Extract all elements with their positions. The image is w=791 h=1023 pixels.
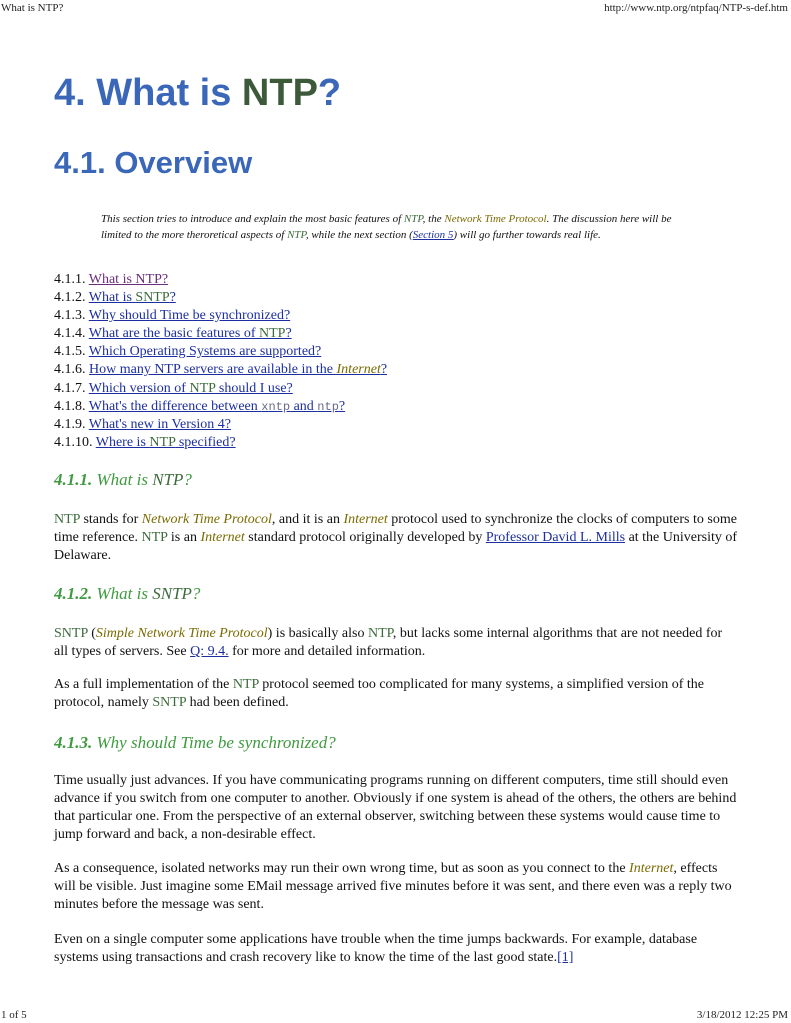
toc-link-text: ? (338, 398, 346, 414)
section-title: What is (92, 470, 153, 489)
toc-link-text: Which version of (88, 380, 190, 396)
intro-text: , the (422, 213, 445, 225)
paragraph-text: , but lacks some internal algorithms that are not needed for all types of servers. See (54, 626, 723, 659)
toc-link-what-is-sntp[interactable] (89, 290, 176, 305)
faq-9-4-link[interactable]: Q: 9.4. (190, 644, 229, 659)
toc-number: 4.1.5. (54, 344, 86, 360)
paragraph-text: As a full implementation of the (54, 677, 233, 692)
table-of-contents (54, 271, 694, 452)
professor-mills-link[interactable]: Professor David L. Mills (485, 530, 626, 545)
toc-number: 4.1.2. (54, 290, 86, 306)
toc-link-text: Where is (95, 434, 150, 450)
section-title: What is (92, 584, 153, 603)
toc-link-basic-features[interactable] (89, 326, 292, 341)
toc-link-what-is-ntp[interactable] (89, 272, 168, 287)
toc-link-text: NTP (149, 434, 176, 450)
toc-link-text: NTP (259, 326, 286, 342)
paragraph-text: , effects will be visible. Just imagine some EMail message arrived five minutes before it was sent, and there even was a reply two minutes before the message was sent. (54, 861, 732, 912)
toc-link-operating-systems[interactable]: Which Operating Systems are supported? (88, 344, 322, 360)
paragraph (54, 625, 739, 661)
term: Internet (343, 512, 388, 527)
toc-number: 4.1.1. (54, 272, 86, 287)
paragraph-text: As a consequence, isolated networks may run their own wrong time, but as soon as you connect to the (54, 861, 630, 876)
intro-text: ) will go further towards real life. (453, 228, 601, 241)
toc-link-text: ? (285, 326, 292, 342)
section-heading-what-is-ntp (54, 470, 192, 490)
toc-number: 4.1.8. (54, 398, 86, 414)
toc-item (54, 307, 694, 325)
paragraph (54, 676, 739, 712)
ntp-term: NTP (54, 512, 80, 527)
toc-link-text: Internet (336, 362, 381, 378)
toc-item (54, 361, 694, 379)
toc-item (54, 434, 694, 452)
intro-ntp: NTP (403, 213, 423, 225)
toc-link-text: What are the basic features of (88, 326, 259, 342)
toc-link-text: and (290, 398, 318, 414)
toc-link-text: ? (169, 290, 176, 306)
overview-heading: 4.1. Overview (54, 145, 253, 180)
sntp-term: SNTP (54, 626, 88, 641)
section-number: 4.1.2. (54, 584, 93, 603)
print-footer (0, 1007, 791, 1023)
toc-link-text: should I use? (215, 380, 293, 396)
section-5-link[interactable]: Section 5 (412, 228, 454, 241)
toc-item (54, 416, 694, 434)
toc-item (54, 325, 694, 343)
toc-link-text: ? (380, 362, 388, 378)
toc-link-text: NTP (189, 380, 216, 396)
ntp-term: NTP (232, 677, 259, 692)
header-url: http://www.ntp.org/ntpfaq/NTP-s-def.htm (604, 2, 788, 14)
page-title-text: 4. What is (54, 72, 242, 114)
page-title-ntp: NTP (241, 72, 318, 114)
toc-number: 4.1.9. (54, 416, 86, 432)
page-counter: 1 of 5 (1, 1009, 27, 1021)
paragraph-text: protocol used to synchronize the clocks of computers to some time reference. (54, 512, 737, 545)
footnote-1-link[interactable]: [1] (557, 950, 574, 965)
toc-link-text: NTP (135, 272, 162, 287)
toc-number: 4.1.3. (54, 308, 86, 324)
section-title-qmark: ? (183, 470, 192, 489)
toc-number: 4.1.6. (54, 362, 86, 378)
toc-number: 4.1.4. (54, 326, 86, 342)
paragraph: Time usually just advances. If you have communicating programs running on different computers, time still should even advance if you switch from one computer to another. Obviously if one system is ahead of the others, the others are behind that particular one. From the perspective of an external observer, switching between these systems would cause time to jump forward and back, a non-desirable effect. (54, 773, 737, 842)
section-heading-why-synchronized (54, 733, 336, 753)
toc-link-code: xntp (261, 399, 291, 414)
toc-item (54, 289, 694, 307)
section-number: 4.1.3. (54, 733, 93, 752)
intro-paragraph (101, 212, 681, 243)
paragraph-text: at the University of Delaware. (54, 530, 738, 563)
paragraph-text: ( (87, 626, 96, 641)
intro-term: Network Time Protocol (444, 213, 547, 225)
paragraph-text: stands for (79, 512, 142, 527)
toc-link-text: How many NTP servers are available in the (89, 362, 337, 378)
section-number: 4.1.1. (54, 470, 93, 489)
toc-item (54, 398, 694, 416)
section-title-ntp: NTP (152, 470, 184, 489)
toc-link-text: ? (161, 272, 169, 287)
toc-link-text: What is (88, 272, 136, 287)
header-title: What is NTP? (1, 2, 64, 14)
term: Internet (629, 861, 674, 876)
toc-item (54, 343, 694, 361)
paragraph-text: is an (167, 530, 201, 545)
ntp-term: NTP (141, 530, 168, 545)
paragraph (54, 860, 739, 914)
paragraph-text: had been defined. (186, 695, 289, 710)
section-title-qmark: ? (191, 584, 201, 603)
print-datetime: 3/18/2012 12:25 PM (696, 1009, 788, 1021)
toc-link-how-many-servers[interactable] (89, 362, 387, 377)
intro-text: . The discussion here will be limited to the more theroretical aspects of (101, 213, 672, 241)
toc-link-why-synchronized[interactable]: Why should Time be synchronized? (88, 308, 291, 324)
sntp-term: SNTP (152, 695, 187, 710)
ntp-term: NTP (367, 626, 393, 641)
paragraph-text: protocol seemed too complicated for many systems, a simplified version of the protocol, namely (54, 677, 704, 710)
toc-link-text: specified? (175, 434, 236, 450)
intro-text: , while the next section ( (305, 228, 413, 241)
page-title (54, 72, 341, 115)
toc-number: 4.1.10. (54, 434, 93, 450)
toc-link-version-4[interactable]: What's new in Version 4? (88, 416, 231, 432)
paragraph-text: ) is basically also (267, 626, 368, 641)
toc-item (54, 271, 694, 289)
paragraph (54, 931, 739, 967)
paragraph-text: , and it is an (271, 512, 344, 527)
intro-ntp: NTP (287, 228, 306, 241)
toc-item (54, 380, 694, 398)
term: Internet (200, 530, 245, 545)
toc-link-which-version[interactable] (89, 381, 293, 396)
paragraph-text: for more and detailed information. (228, 644, 426, 659)
section-title: Why should Time be synchronized? (92, 733, 336, 752)
term: Network Time Protocol (141, 512, 272, 527)
term: Simple Network Time Protocol (95, 626, 268, 641)
section-heading-what-is-sntp (54, 584, 200, 604)
toc-link-where-specified[interactable] (96, 435, 236, 450)
paragraph (54, 511, 739, 565)
section-title-sntp: SNTP (152, 584, 192, 603)
toc-link-text: What's the difference between (88, 398, 262, 414)
toc-number: 4.1.7. (54, 380, 86, 396)
paragraph-text: standard protocol originally developed by (244, 530, 486, 545)
toc-link-code: ntp (317, 399, 339, 414)
toc-link-text: What is (88, 290, 136, 306)
page-title-qmark: ? (317, 72, 342, 114)
toc-link-xntp-vs-ntp[interactable] (89, 399, 345, 414)
print-header (0, 0, 791, 16)
intro-text: This section tries to introduce and explain the most basic features of (101, 213, 404, 225)
paragraph-text: Even on a single computer some applications have trouble when the time jumps backwards. For example, database systems using transactions and crash recovery like to know the time of the last good state. (54, 932, 698, 965)
toc-link-text: SNTP (135, 290, 170, 306)
